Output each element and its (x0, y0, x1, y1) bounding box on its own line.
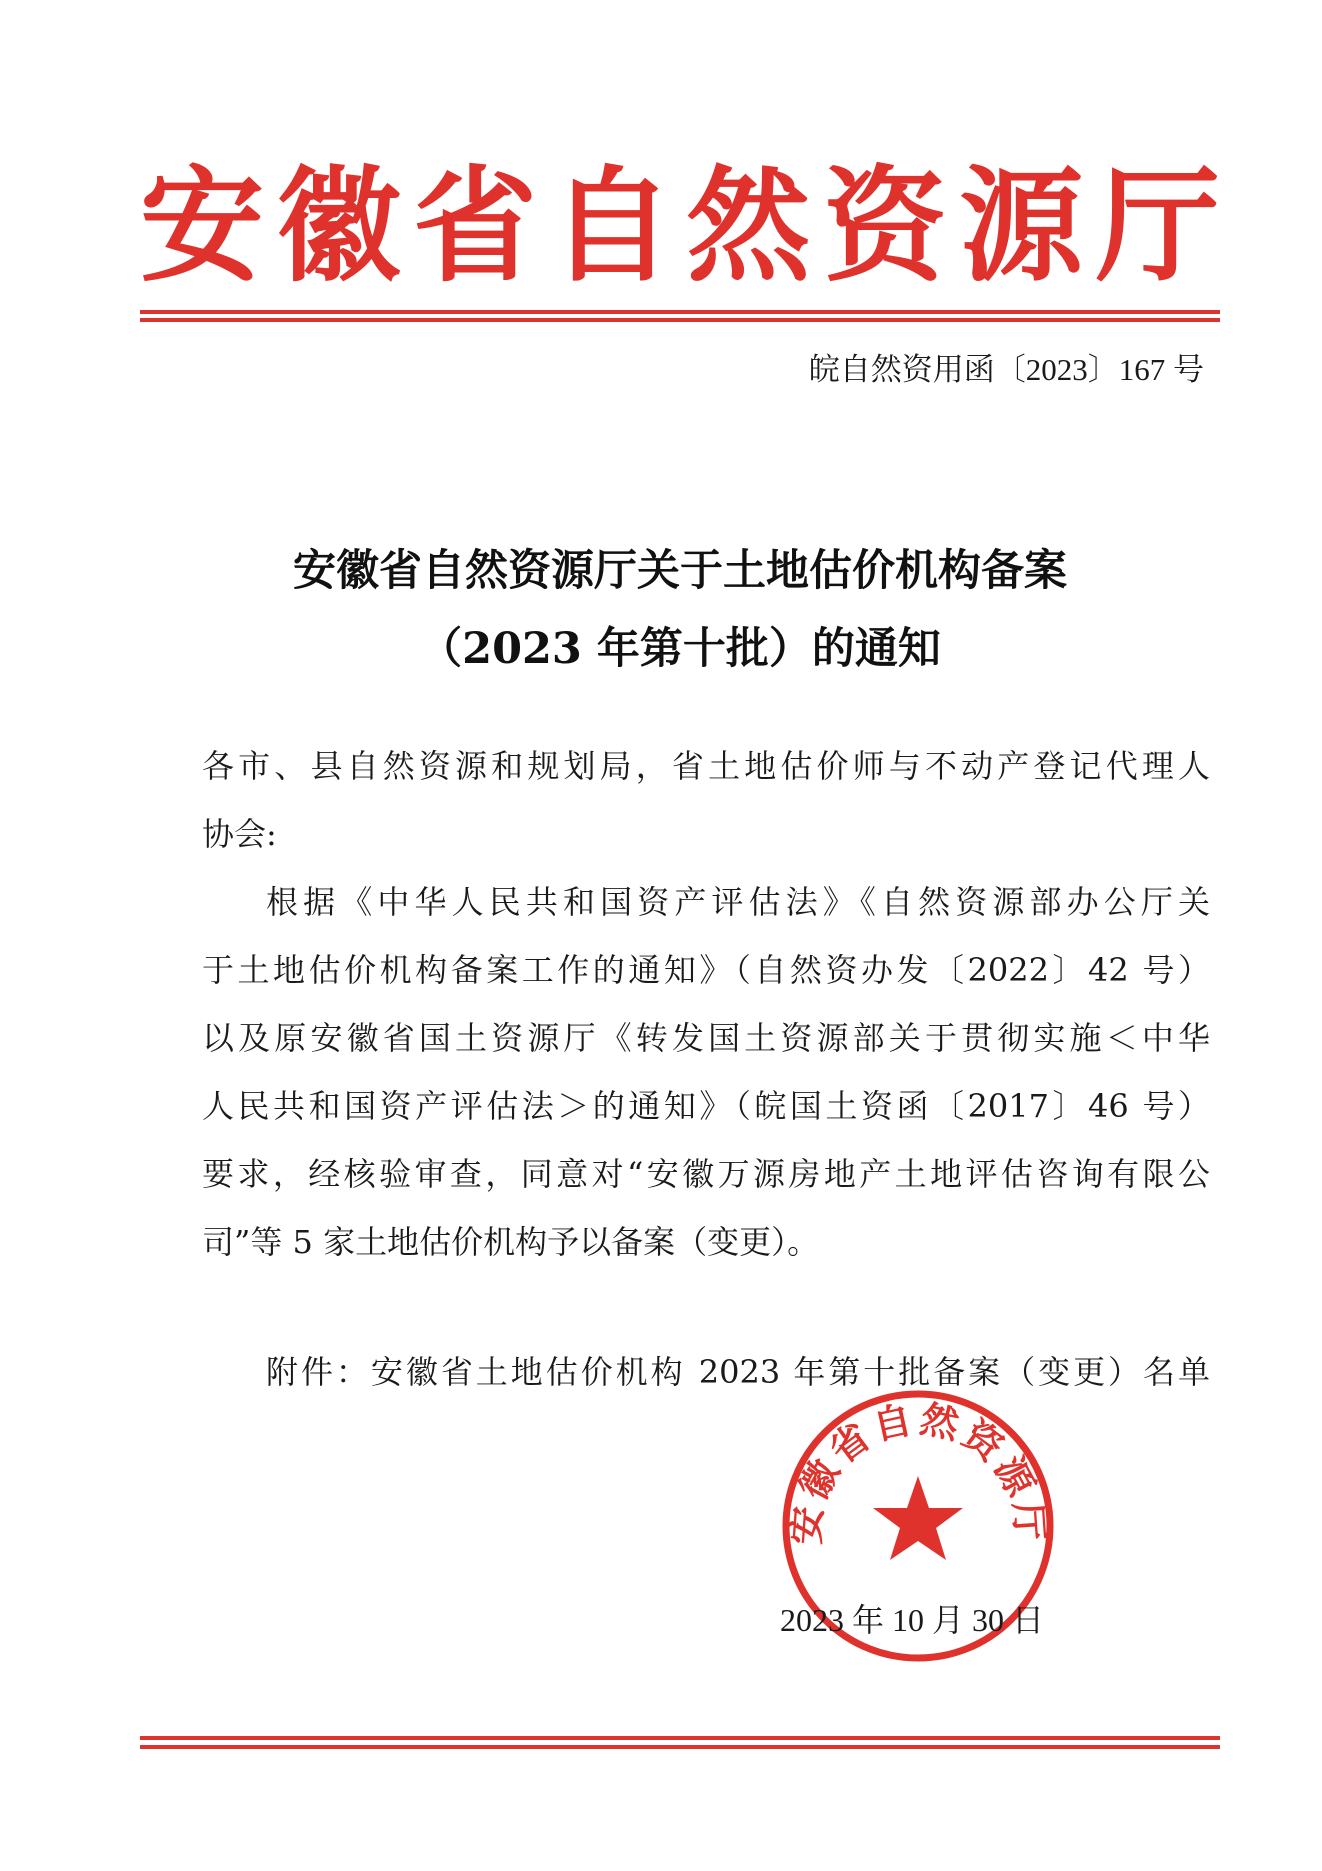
masthead-char: 然 (686, 154, 811, 299)
body-line: 于土地估价机构备案工作的通知》（自然资办发〔2022〕42 号） (202, 951, 1210, 989)
notice-title (140, 532, 1220, 688)
body-line: 各市、县自然资源和规划局，省土地估价师与不动产登记代理人 (202, 747, 1210, 785)
title-line-1: 安徽省自然资源厅关于土地估价机构备案 (293, 546, 1067, 596)
body-line: 根据《中华人民共和国资产评估法》《自然资源部办公厅关 (266, 883, 1210, 921)
masthead-char: 源 (959, 154, 1084, 299)
attachment-line: 附件：安徽省土地估价机构 2023 年第十批备案（变更）名单 (266, 1353, 1210, 1391)
bottom-red-rule (140, 1745, 1220, 1749)
body-line: 人民共和国资产评估法＞的通知》（皖国土资函〔2017〕46 号） (202, 1087, 1210, 1125)
document-number: 皖自然资用函〔2023〕167 号 (808, 352, 1204, 387)
masthead-char: 自 (549, 154, 674, 299)
issue-date: 2023 年 10 月 30 日 (780, 1602, 1045, 1638)
masthead-char: 省 (413, 154, 538, 299)
title-line-2: （2023 年第十批）的通知 (419, 624, 941, 674)
masthead-title (140, 152, 1220, 302)
seal-star-icon (873, 1476, 963, 1560)
masthead-char: 徽 (276, 154, 401, 299)
masthead-char: 资 (822, 154, 947, 299)
masthead-char: 安 (140, 154, 265, 299)
seal-text: 安徽省自然资源厅 (782, 1395, 1054, 1546)
body-line: 司”等 5 家土地估价机构予以备案（变更）。 (202, 1223, 820, 1261)
top-red-rule (140, 318, 1220, 322)
bottom-red-rule (140, 1736, 1220, 1740)
body-line: 协会: (202, 815, 277, 853)
body-line: 要求，经核验审查，同意对“安徽万源房地产土地评估咨询有限公 (202, 1155, 1210, 1193)
top-red-rule (140, 310, 1220, 314)
body-line: 以及原安徽省国土资源厅《转发国土资源部关于贯彻实施＜中华 (202, 1019, 1210, 1057)
masthead-char: 厅 (1095, 154, 1220, 299)
